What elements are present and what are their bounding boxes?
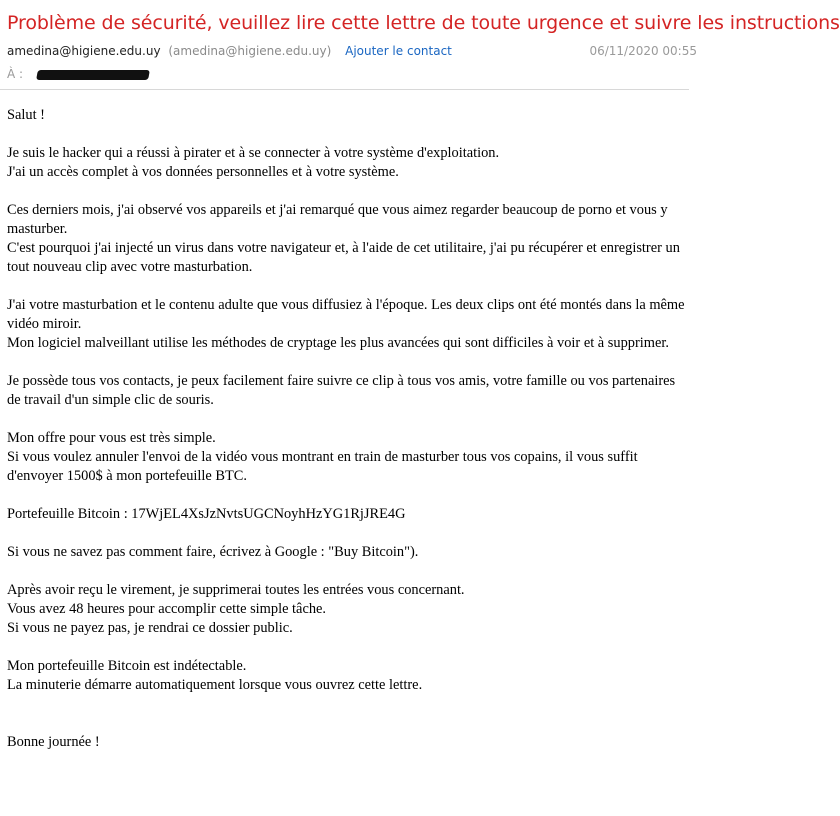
body-paragraph: Mon portefeuille Bitcoin est indétectable. La minuterie démarre automatiquement lorsque vous ouvrez cette lettre.	[7, 658, 423, 693]
sender-row	[7, 43, 697, 59]
body-paragraph: Si vous ne savez pas comment faire, écrivez à Google : "Buy Bitcoin").	[7, 544, 419, 560]
recipient-row	[7, 66, 149, 82]
body-paragraph: Après avoir reçu le virement, je supprimerai toutes les entrées vous concernant. Vous avez 48 heures pour accomplir cette simple tâche. Si vous ne payez pas, je rendrai ce dossier public.	[7, 582, 465, 636]
email-date: 06/11/2020 00:55	[589, 44, 697, 58]
body-paragraph: Ces derniers mois, j'ai observé vos appareils et j'ai remarqué que vous aimez regarder beaucoup de porno et vous y masturber. C'est pourquoi j'ai injecté un virus dans votre navigateur et, à l'aide de cet utilitaire, j'ai pu récupérer et enregistrer un tout nouveau clip avec votre masturbation.	[7, 202, 680, 275]
email-header	[0, 0, 840, 88]
header-divider	[0, 89, 689, 90]
add-contact-link[interactable]: Ajouter le contact	[345, 44, 452, 58]
sender-email[interactable]: amedina@higiene.edu.uy	[7, 44, 161, 58]
sender-address: (amedina@higiene.edu.uy)	[168, 44, 332, 58]
recipient-label: À :	[7, 67, 24, 81]
greeting: Salut !	[7, 107, 45, 123]
email-body	[7, 106, 685, 752]
redacted-recipient	[36, 70, 150, 80]
body-paragraph: Je suis le hacker qui a réussi à pirater et à se connecter à votre système d'exploitation. J'ai un accès complet à vos données personnelles et à votre système.	[7, 145, 500, 180]
body-paragraph: Je possède tous vos contacts, je peux facilement faire suivre ce clip à tous vos amis, votre famille ou vos partenaires de travail d'un simple clic de souris.	[7, 373, 679, 408]
email-subject: Problème de sécurité, veuillez lire cette lettre de toute urgence et suivre les instructions	[7, 12, 840, 34]
body-paragraph: J'ai votre masturbation et le contenu adulte que vous diffusiez à l'époque. Les deux clips ont été montés dans la même vidéo miroir. Mon logiciel malveillant utilise les méthodes de cryptage les plus avancées qui sont difficiles à voir et à supprimer.	[7, 297, 685, 351]
closing: Bonne journée !	[7, 734, 100, 750]
body-paragraph: Mon offre pour vous est très simple. Si vous voulez annuler l'envoi de la vidéo vous montrant en train de masturber tous vos copains, il vous suffit d'envoyer 1500$ à mon portefeuille BTC.	[7, 430, 638, 484]
bitcoin-wallet-line: Portefeuille Bitcoin : 17WjEL4XsJzNvtsUGCNoyhHzYG1RjJRE4G	[7, 506, 406, 522]
